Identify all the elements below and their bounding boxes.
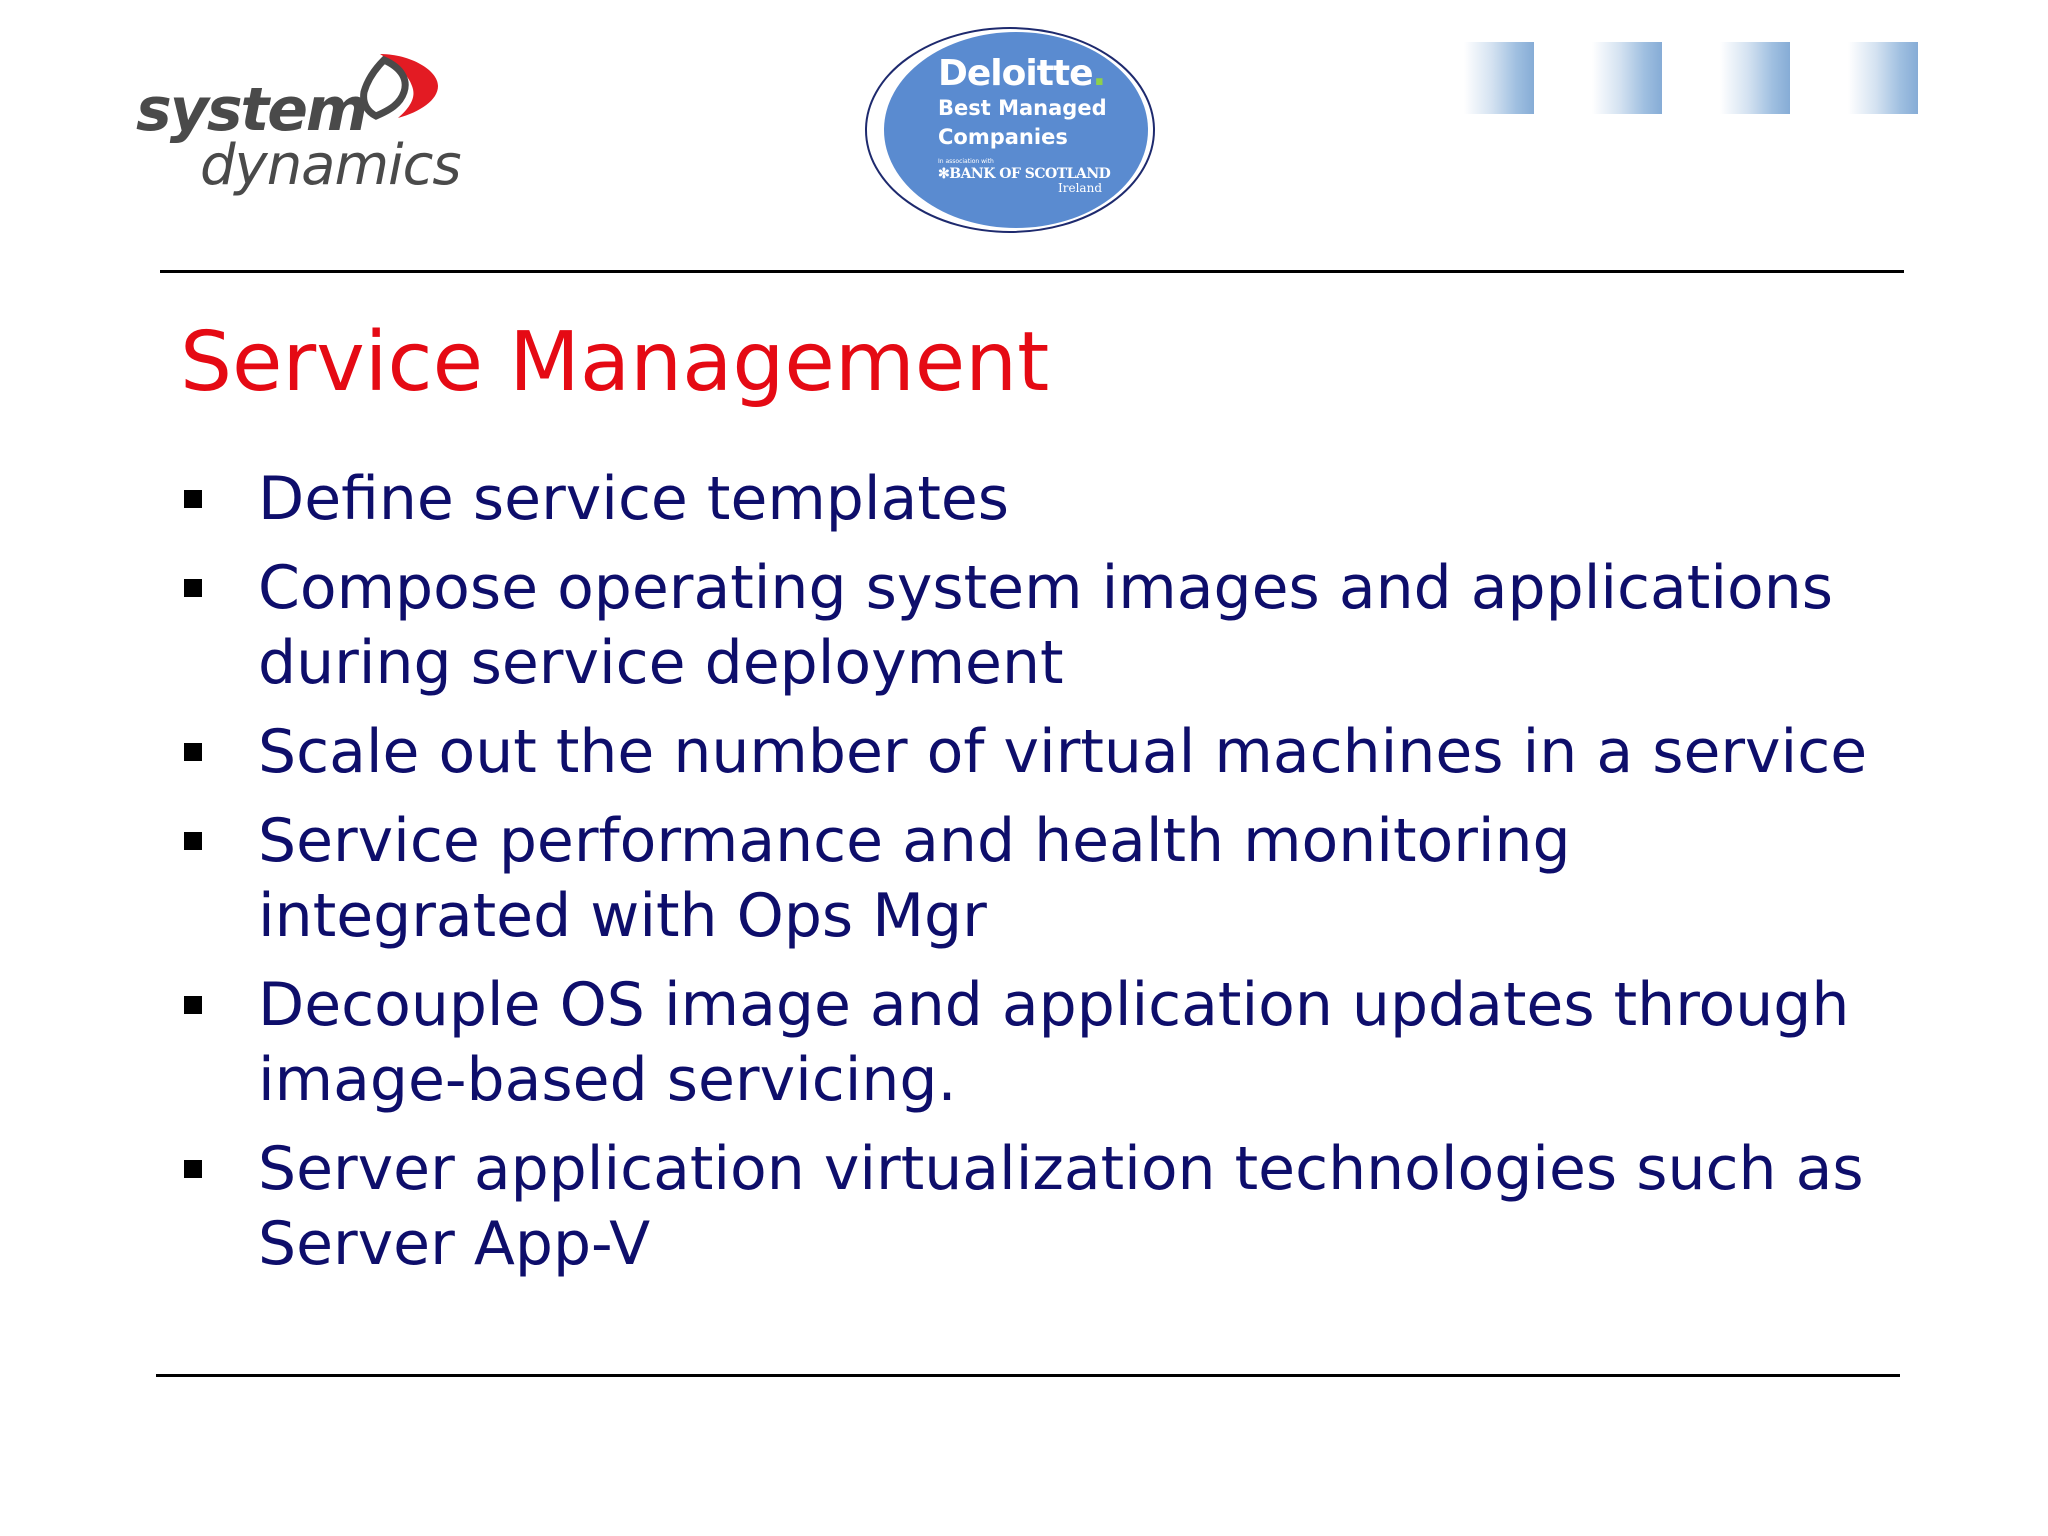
bullet-item xyxy=(180,804,1880,954)
decorative-squares xyxy=(1464,42,1920,114)
bullet-item xyxy=(180,1132,1880,1282)
bullet-text: Decouple OS image and application updates through image-based servicing. xyxy=(258,970,1850,1115)
bullet-text: Compose operating system images and applications during service deployment xyxy=(258,553,1833,698)
decor-square xyxy=(1720,42,1790,114)
bullet-item xyxy=(180,551,1880,701)
square-bullet-icon xyxy=(184,743,202,761)
system-dynamics-logo xyxy=(132,52,462,212)
square-bullet-icon xyxy=(184,996,202,1014)
badge-association-text: In association with xyxy=(938,158,994,165)
bottom-divider xyxy=(156,1374,1900,1377)
bullet-item xyxy=(180,715,1880,790)
slide-title: Service Management xyxy=(180,315,1050,410)
bullet-text: Define service templates xyxy=(258,464,1010,534)
square-bullet-icon xyxy=(184,579,202,597)
bullet-text: Service performance and health monitoring integrated with Ops Mgr xyxy=(258,806,1571,951)
badge-award-line2: Companies xyxy=(938,125,1068,149)
logo-word-system: system xyxy=(136,75,367,145)
badge-brand: Deloitte. xyxy=(938,53,1106,94)
badge-award-line1: Best Managed xyxy=(938,96,1107,120)
bullet-item xyxy=(180,462,1880,537)
deloitte-award-badge xyxy=(858,22,1158,236)
decor-square xyxy=(1848,42,1918,114)
bullet-item xyxy=(180,968,1880,1118)
decor-square xyxy=(1592,42,1662,114)
square-bullet-icon xyxy=(184,832,202,850)
square-bullet-icon xyxy=(184,1160,202,1178)
bullet-list xyxy=(180,462,1880,1296)
square-bullet-icon xyxy=(184,490,202,508)
badge-region: Ireland xyxy=(1058,181,1102,195)
bullet-text: Scale out the number of virtual machines in a service xyxy=(258,717,1868,787)
bullet-text: Server application virtualization technologies such as Server App-V xyxy=(258,1134,1864,1279)
top-divider xyxy=(160,270,1904,273)
logo-word-dynamics: dynamics xyxy=(200,133,461,198)
decor-square xyxy=(1464,42,1534,114)
badge-bank-name: ✻BANK OF SCOTLAND xyxy=(938,166,1111,182)
